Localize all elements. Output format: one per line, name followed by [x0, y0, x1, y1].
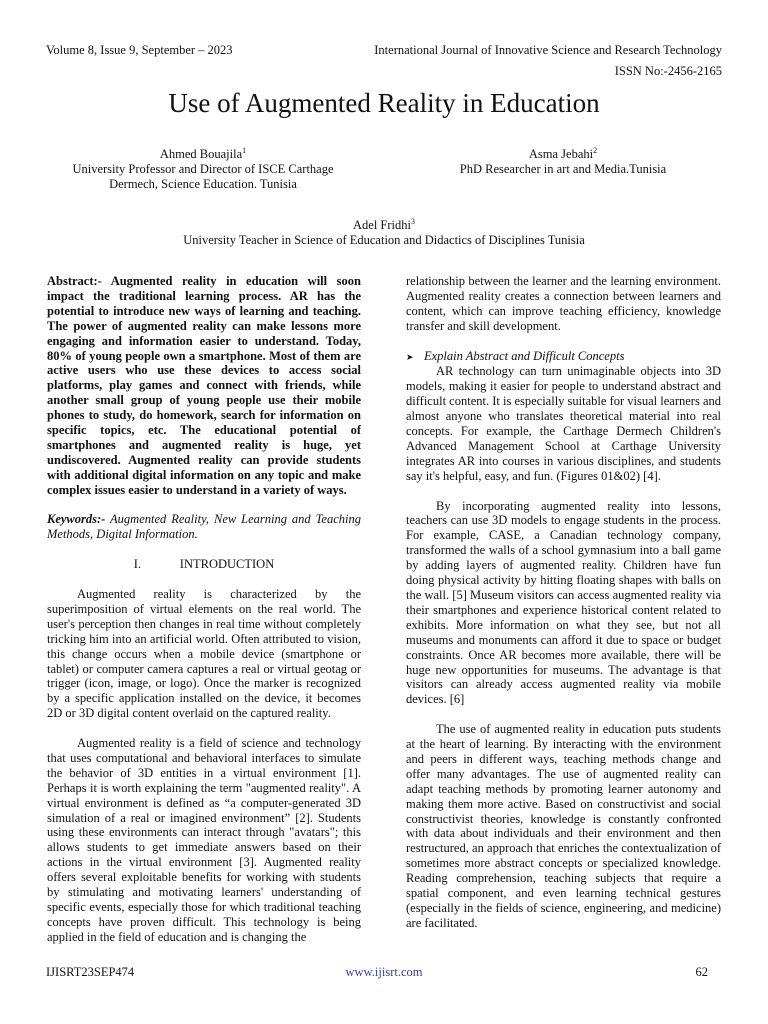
abstract-label: Abstract:-: [47, 274, 102, 288]
subheading-abstract-concepts: [406, 349, 721, 365]
subheading-text: Explain Abstract and Difficult Concepts: [424, 348, 625, 363]
section-number: I.: [133, 557, 142, 572]
keywords-label: Keywords:-: [47, 512, 106, 527]
author-1-name: Ahmed Bouajila: [159, 147, 243, 161]
header-volume: Volume 8, Issue 9, September – 2023: [46, 43, 233, 57]
author-1: [40, 147, 366, 192]
author-3: [0, 218, 768, 248]
right-paragraph-1: AR technology can turn unimaginable objects into 3D models, making it easier for people to understand abstract and difficult content. It is especially suitable for visual learners and almost anyone who translates theoretical material into real concepts. For example, the Carthage Dermech Children's Advanced Management School at Carthage University integrates AR into courses in various disciplines, and students say it's helpful, easy, and fun. (Figures 01&02) [4].: [406, 364, 721, 483]
section-title: INTRODUCTION: [179, 557, 275, 572]
author-1-affiliation-1: University Professor and Director of ISCE Carthage: [72, 162, 334, 176]
footer-url-link[interactable]: www.ijisrt.com: [345, 965, 423, 979]
left-column: [47, 274, 361, 945]
intro-paragraph-1: Augmented reality is characterized by the superimposition of virtual elements on the real world. The user's perception then changes in real time without completely tricking him into an artificial world. Often attributed to vision, this change occurs when a mobile device (smartphone or tablet) or computer camera captures a real or virtual geotag or trigger (icon, image, or logo). Once the marker is recognized by a specific application installed on the device, it becomes 2D or 3D digital content overlaid on the captured reality.: [47, 586, 361, 721]
author-3-sup: 3: [410, 217, 415, 226]
abstract-text: Augmented reality in education will soon impact the traditional learning process. AR has the potential to introduce new ways of learning and teaching. The power of augmented reality can make lessons more engaging and information easier to understand. Today, 80% of young people own a smartphone. Most of them are active users who use these devices to access social platforms, play games and connect with friends, while another small group of young people use their mobile phones to study, do homework, search for information on specific topics, etc. The educational potential of smartphones and augmented reality is huge, yet undiscovered. Augmented reality can provide students with additional digital information on any topic and make complex issues easier to understand in a variety of ways.: [47, 274, 361, 497]
author-1-sup: 1: [242, 146, 247, 155]
header-journal: International Journal of Innovative Science and Research Technology: [374, 43, 722, 57]
right-paragraph-2: By incorporating augmented reality into lessons, teachers can use 3D models to engage students in the process. For example, CASE, a Canadian technology company, transformed the walls of a school gymnasium into a ball game by adding layers of augmented reality. Children have fun doing physical activity by hitting floating shapes with balls on the wall. [5] Museum visitors can access augmented reality via their smartphones and experience historical content related to exhibits. More information on what they see, but not all museums and monuments can afford it due to space or budget constraints. Once AR becomes more available, there will be huge new opportunities for museums. The advantage is that visitors can already access augmented reality via mobile devices. [6]: [406, 498, 721, 707]
author-1-affiliation-2: Dermech, Science Education. Tunisia: [109, 177, 297, 191]
header-issn: ISSN No:-2456-2165: [614, 64, 722, 78]
keywords-text: Augmented Reality, New Learning and Teaching Methods, Digital Information.: [47, 512, 361, 542]
author-2-affiliation-1: PhD Researcher in art and Media.Tunisia: [459, 162, 667, 176]
footer-paper-id: IJISRT23SEP474: [46, 965, 135, 979]
author-2-name: Asma Jebahi: [528, 147, 594, 161]
keywords: [47, 512, 361, 542]
right-column: [406, 274, 721, 931]
right-paragraph-3: The use of augmented reality in education puts students at the heart of learning. By interacting with the environment and peers in different ways, teaching methods change and offer many advantages. The use of augmented reality can adapt teaching methods by promoting learner autonomy and making them more active. Based on constructivist and social constructivist theories, knowledge is constantly confronted with data about individuals and their environment and then restructured, an approach that enriches the contextualization of sometimes more abstract concepts or specialized knowledge. Reading comprehension, teaching subjects that require a spatial component, and even learning technical gestures (especially in the fields of science, engineering, and medicine) are facilitated.: [406, 722, 721, 930]
author-3-affiliation-1: University Teacher in Science of Education and Didactics of Disciplines Tunisia: [183, 233, 585, 247]
abstract: [47, 274, 361, 498]
author-2-sup: 2: [593, 146, 598, 155]
author-3-name: Adel Fridhi: [353, 218, 411, 232]
footer-page-number: 62: [695, 965, 708, 979]
paper-title: Use of Augmented Reality in Education: [168, 88, 600, 118]
section-heading-introduction: [47, 557, 361, 572]
right-continuation-paragraph: relationship between the learner and the learning environment. Augmented reality creates a connection between learners and content, which can improve teaching efficiency, knowledge transfer and skill development.: [406, 274, 721, 333]
intro-paragraph-2: Augmented reality is a field of science and technology that uses computational and behavioral interfaces to simulate the behavior of 3D entities in a virtual environment [1]. Perhaps it is worth explaining the term "augmented reality". A virtual environment is defined as “a computer-generated 3D simulation of a real or imagined environment” [2]. Students using these environments can interact through "avatars"; this allows students to get immediate answers based on their actions in the virtual environment [3]. Augmented reality offers several exploitable benefits for working with students by stimulating and motivating learners' understanding of specific events, especially those for which traditional teaching concepts have proven difficult. This technology is being applied in the field of education and is changing the: [47, 736, 361, 944]
arrow-bullet-icon: ➤: [406, 351, 414, 362]
author-2: [400, 147, 726, 177]
